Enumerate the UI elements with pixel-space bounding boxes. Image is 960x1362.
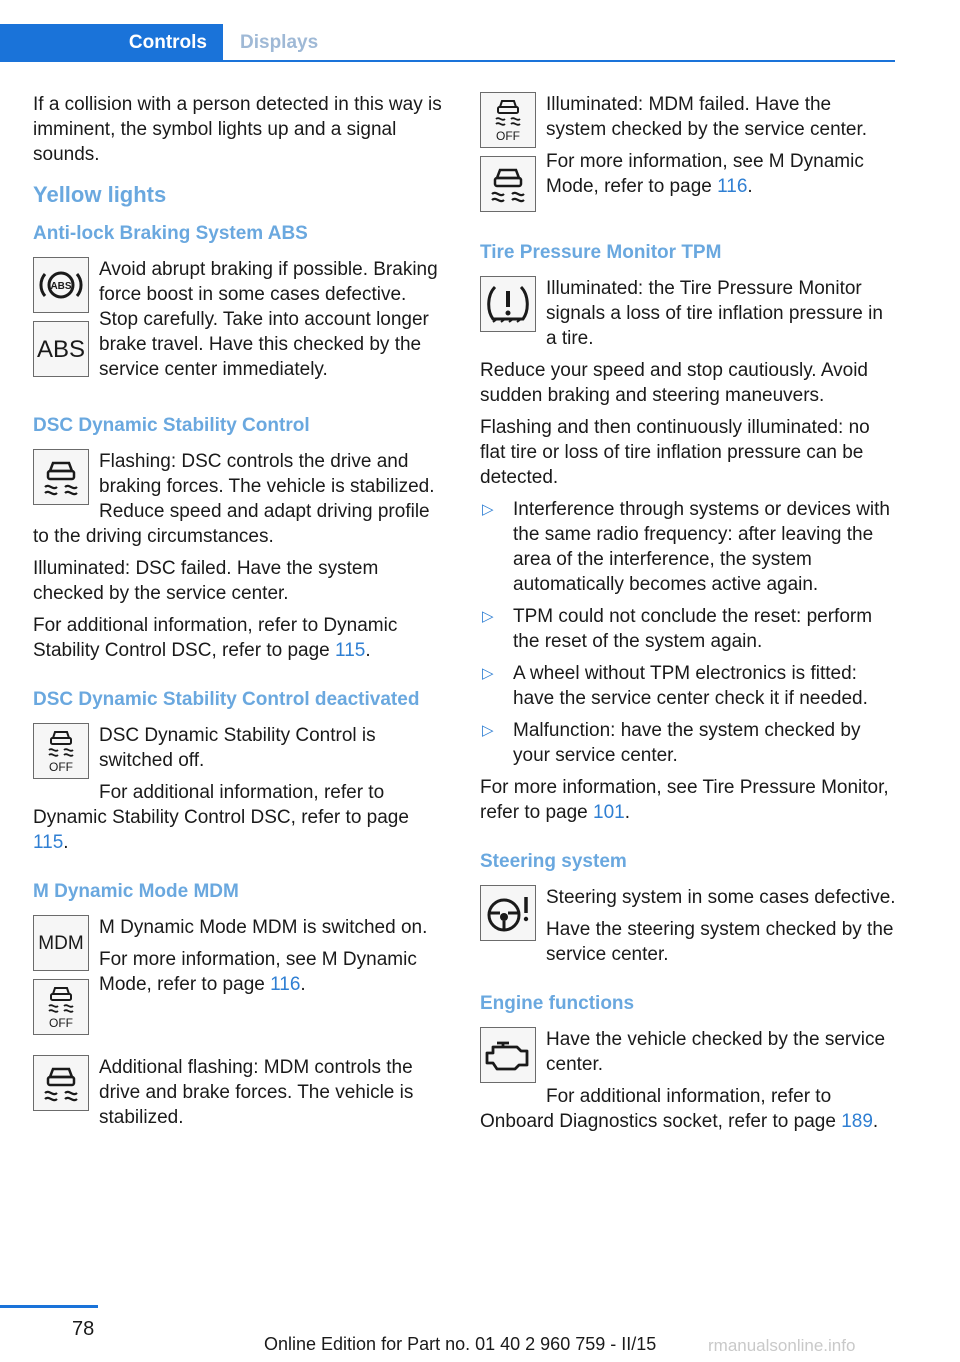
mdm-flashing-block	[33, 1055, 449, 1137]
engine-heading: Engine functions	[480, 993, 635, 1014]
dsc-text-1: Flashing: DSC controls the drive and braking forces. The vehicle is stabilized. Reduce speed and adapt driving profile to the driving circumstances.	[33, 451, 435, 547]
mdm-heading: M Dynamic Mode MDM	[33, 881, 239, 902]
steering-text-2: Have the steering system checked by the service center.	[546, 919, 894, 965]
mdm-failed-off-label: OFF	[496, 129, 520, 143]
dsc-off-text-2-before: For additional information, refer to Dynamic Stability Control DSC, refer to page	[33, 782, 409, 828]
mdm-failed-text-2-after: .	[747, 176, 753, 197]
footer-rule	[0, 1305, 98, 1308]
dsc-off-page-link[interactable]: 115	[33, 832, 64, 853]
bullet-triangle-icon: ▷	[482, 501, 494, 518]
bullet-triangle-icon: ▷	[482, 722, 494, 739]
mdm-failed-block	[480, 92, 896, 220]
dsc-off-text-2-after: .	[63, 832, 69, 853]
mdm-dsc-car-icon	[33, 1055, 89, 1111]
page-number: 78	[72, 1318, 95, 1340]
mdm-text-icon	[33, 915, 89, 971]
bullet-text: Malfunction: have the system checked by your service center.	[513, 720, 861, 766]
engine-block	[480, 1027, 896, 1134]
tpm-text-2: Reduce your speed and stop cautiously. Avoid sudden braking and steering maneuvers.	[480, 360, 868, 406]
dsc-off-heading: DSC Dynamic Stability Control deactivated	[33, 689, 420, 710]
mdm-icon-label: MDM	[38, 932, 84, 954]
svg-text:ABS: ABS	[50, 281, 72, 292]
mdm-text-1: M Dynamic Mode MDM is switched on.	[99, 917, 428, 938]
bullet-triangle-icon: ▷	[482, 665, 494, 682]
mdm-failed-text-1: Illuminated: MDM failed. Have the system checked by the service center.	[546, 94, 868, 140]
mdm-failed-text-2-before: For more information, see M Dynamic Mode, refer to page	[546, 151, 864, 197]
tpm-page-link[interactable]: 101	[593, 802, 625, 823]
dsc-off-icon-label: OFF	[49, 760, 73, 774]
steering-wheel-icon	[480, 885, 536, 941]
mdm-text-2-before: For more information, see M Dynamic Mode, refer to page	[99, 949, 417, 995]
tpm-block	[480, 276, 896, 358]
abs-text: Avoid abrupt braking if possible. Braking force boost in some cases defective. Stop carefully. Take into account longer brake travel. Have this checked by the service center immediately.	[99, 259, 438, 380]
list-item	[480, 604, 896, 654]
dsc-page-link[interactable]: 115	[335, 640, 366, 661]
chapter-tabbar	[0, 24, 895, 62]
abs-icon-label: ABS	[36, 335, 86, 363]
mdm-text-2-after: .	[300, 974, 306, 995]
engine-text-2-before: For additional information, refer to Onboard Diagnostics socket, refer to page	[480, 1086, 842, 1132]
abs-text-icon	[33, 321, 89, 377]
tpm-text-4-before: For more information, see Tire Pressure Monitor, refer to page	[480, 777, 889, 823]
engine-text-1: Have the vehicle checked by the service center.	[546, 1029, 886, 1075]
mdm-failed-page-link[interactable]: 116	[717, 176, 748, 197]
tpm-text-4	[480, 775, 896, 825]
tpm-tire-icon	[480, 276, 536, 332]
steering-block	[480, 885, 896, 967]
dsc-off-text-1: DSC Dynamic Stability Control is switched off.	[99, 725, 376, 771]
dsc-heading: DSC Dynamic Stability Control	[33, 415, 310, 436]
tab-controls[interactable]: Controls	[0, 24, 223, 62]
mdm-dsc-off-icon	[33, 979, 89, 1035]
abs-block	[33, 257, 449, 389]
mdm-text-3: Additional flashing: MDM controls the drive and brake forces. The vehicle is stabilized.	[99, 1057, 414, 1128]
mdm-failed-text-2	[480, 149, 896, 199]
engine-icon	[480, 1027, 536, 1083]
dsc-text-3	[33, 613, 449, 663]
left-column	[33, 92, 449, 1137]
list-item	[480, 497, 896, 597]
bullet-triangle-icon: ▷	[482, 608, 494, 625]
mdm-failed-car-icon	[480, 156, 536, 212]
dsc-block	[33, 449, 449, 549]
mdm-failed-off-icon	[480, 92, 536, 148]
list-item	[480, 661, 896, 711]
steering-text-1: Steering system in some cases defective.	[546, 887, 896, 908]
right-column	[480, 92, 896, 1141]
mdm-off-icon-label: OFF	[49, 1016, 73, 1030]
steering-heading: Steering system	[480, 851, 627, 872]
abs-heading: Anti-lock Braking System ABS	[33, 223, 308, 244]
tab-displays[interactable]: Displays	[240, 32, 319, 53]
engine-text-2-after: .	[872, 1111, 879, 1132]
dsc-off-icon	[33, 723, 89, 779]
tpm-text-1: Illuminated: the Tire Pressure Monitor signals a loss of tire inflation pressure in a tire.	[546, 278, 883, 349]
dsc-off-block	[33, 723, 449, 855]
bullet-text: Interference through systems or devices with the same radio frequency: after leaving the area of the interference, the system automatically becomes active again.	[513, 499, 891, 595]
tpm-bullet-list	[480, 497, 896, 768]
dsc-text-3-after: .	[365, 640, 371, 661]
mdm-page-link[interactable]: 116	[270, 974, 301, 995]
dsc-car-icon	[33, 449, 89, 505]
mdm-text-2	[33, 947, 449, 997]
tpm-text-4-after: .	[624, 802, 631, 823]
bullet-text: A wheel without TPM electronics is fitted: have the service center check it if needed.	[513, 663, 868, 709]
engine-page-link[interactable]: 189	[841, 1111, 873, 1132]
dsc-text-2: Illuminated: DSC failed. Have the system checked by the service center.	[33, 558, 379, 604]
tpm-text-3: Flashing and then continuously illuminated: no flat tire or loss of tire inflation pressure can be detected.	[480, 417, 870, 488]
engine-text-2	[480, 1084, 896, 1134]
intro-paragraph: If a collision with a person detected in this way is imminent, the symbol lights up and a signal sounds.	[33, 94, 442, 165]
bullet-text: TPM could not conclude the reset: perform the reset of the system again.	[513, 606, 873, 652]
mdm-block	[33, 915, 449, 1043]
tpm-heading: Tire Pressure Monitor TPM	[480, 242, 722, 263]
list-item	[480, 718, 896, 768]
watermark: rmanualsonline.info	[708, 1336, 856, 1355]
dsc-off-text-2	[33, 780, 449, 855]
abs-circle-icon	[33, 257, 89, 313]
yellow-lights-heading: Yellow lights	[33, 182, 167, 207]
dsc-text-3-before: For additional information, refer to Dynamic Stability Control DSC, refer to page	[33, 615, 398, 661]
edition-note: Online Edition for Part no. 01 40 2 960 759 - II/15	[264, 1334, 657, 1354]
